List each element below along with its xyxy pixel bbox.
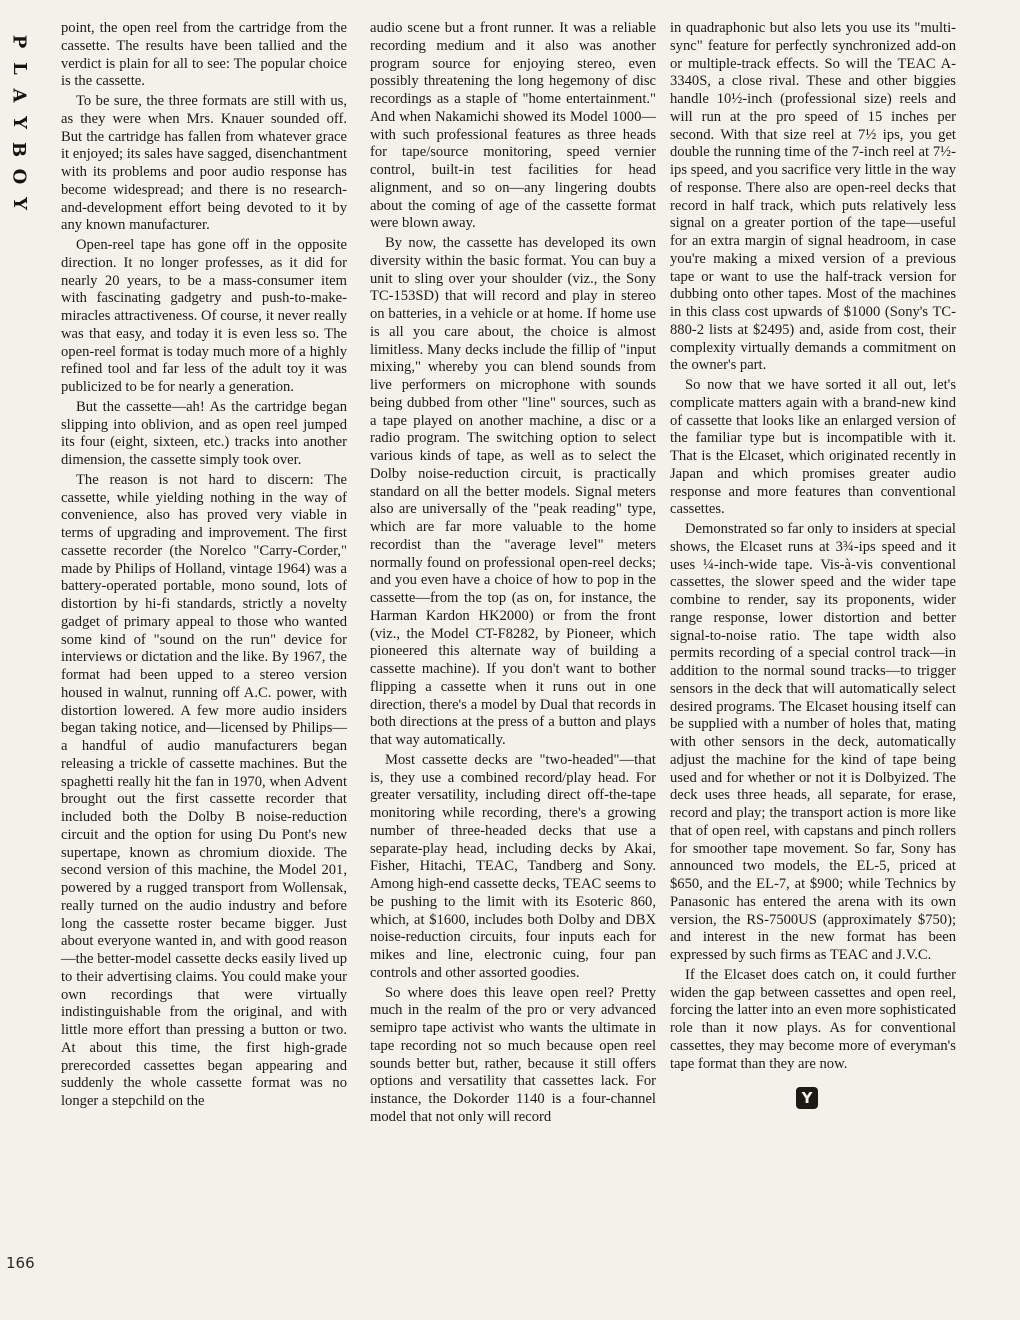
paragraph: Most cassette decks are "two-headed"—that is, they use a combined record/play head. For greater versatility, including direct off-the-tape monitoring while recording, there's a growing number of three-headed decks that use a separate-play head, including decks by Akai, Fisher, Hitachi, TEAC, Tandberg and Sony. Among high-end cassette decks, TEAC seems to be pushing to the limit with its Esoteric 860, which, at $1600, includes both Dolby and DBX noise-reduction circuits, four inputs each for mikes and line, electronic cuing, four pan controls and other assorted goodies. <box>370 751 656 981</box>
paragraph: in quadraphonic but also lets you use its "multi-sync" feature for perfectly synchronized add-on or multiple-track effects. So will the TEAC A-3340S, a close rival. These and other biggies handle 10½-inch (professional size) reels and will run at the pro speed of 15 inches per second. With that size reel at 7½ ips, you get double the running time of the 7-inch reel at 7½-ips speed, and you sacrifice very little in the way of response. There also are open-reel decks that record in half track, which puts relatively less signal on a greater portion of the tape—useful for an extra margin of signal headroom, in case you're making a mixed version of a previous tape or want to use the half-track version for dubbing onto other tapes. Most of the machines in this class cost upwards of $1000 (Sony's TC-880-2 lists at $2495) and, aside from cost, their complexity virtually demands a commitment on the owner's part. <box>670 20 956 374</box>
article-column-1 <box>61 20 347 1111</box>
sidebar-letter: Y <box>8 197 30 210</box>
paragraph: The reason is not hard to discern: The cassette, while yielding nothing in the way of convenience, also has proved very viable in terms of upgrading and improvement. The first cassette recorder (the Norelco "Carry-Corder," made by Philips of Holland, vintage 1964) was a battery-operated portable, mono sound, lots of distortion by hi-fi standards, strictly a novelty gadget of primary appeal to those who wanted some kind of "sound on the run" device for interviews or dictation and the like. By 1967, the format had been upped to a stereo version housed in walnut, running off A.C. power, with distortion lowered. A few more audio insiders began taking notice, and—licensed by Philips—a handful of audio manufacturers began releasing a trickle of cassette machines. But the spaghetti really hit the fan in 1970, when Advent brought out the first cassette recorder that included both the Dolby B noise-reduction circuit and the option for using Du Pont's new supertape, known as chromium dioxide. The second version of this machine, the Model 201, powered by a rugged transport from Wollensak, really turned on the audio industry and before long the cassette roster became bigger. Just about everyone wanted in, and with good reason—the better-model cassette decks easily lived up to their advertising claims. You could make your own recordings that were virtually indistinguishable from the original, and with little more effort than pressing a button or two. At about this time, the first high-grade prerecorded cassettes began appearing and suddenly the whole cassette format was no longer a stepchild on the <box>61 471 347 1109</box>
paragraph: If the Elcaset does catch on, it could further widen the gap between cassettes and open reel, forcing the latter into an even more sophisticated role than it now plays. As for conventional cassettes, they may become more of everyman's tape format than they are now. <box>670 966 956 1072</box>
paragraph: By now, the cassette has developed its own diversity within the basic format. You can buy a unit to sling over your shoulder (viz., the Sony TC-153SD) that will record and play in stereo on batteries, in a vehicle or at home. If home use is all you care about, the choice is almost limitless. Many decks include the fillip of "input mixing," whereby you can blend sounds from live performers on microphone with sounds being dubbed from other "line" sources, such as a tape played on another machine, a disc or a radio program. The switching option to select various kinds of tape, as well as to select the Dolby noise-reduction circuit, is practically standard on all the better models. Signal meters also are universally of the "peak reading" type, which are far more valuable to the home recordist than the "average level" meters normally found on professional open-reel decks; and you even have a choice of how to pop in the cassette—from the top (as on, for instance, the Harman Kardon HK2000) or from the front (viz., the Model CT-F8282, by Pioneer, which pioneered this alternate way of building a cassette machine). If you don't want to bother flipping a cassette when it runs out in one direction, there's a model by Dual that records in both directions at the press of a button and plays that way automatically. <box>370 235 656 748</box>
magazine-sidebar <box>8 28 30 217</box>
paragraph: point, the open reel from the cartridge from the cassette. The results have been tallied and the verdict is plain for all to see: The popular choice is the cassette. <box>61 20 347 90</box>
paragraph: So where does this leave open reel? Pretty much in the realm of the pro or very advanced semipro tape activist who wants the ultimate in tape recording not so much because open reel sounds better but, rather, because it still offers options and versatility that cassettes lack. For instance, the Dokorder 1140 is a four-channel model that not only will record <box>370 984 656 1125</box>
paragraph: Open-reel tape has gone off in the opposite direction. It no longer professes, as it did for nearly 20 years, to be a mass-consumer item with fascinating gadgetry and push-to-make-miracles attractiveness. Of course, it never really was that easy, and today it is even less so. The open-reel format is today much more of a highly refined tool and far less of the adult toy it was publicized to be for nearly a generation. <box>61 237 347 395</box>
sidebar-letter: L <box>8 62 30 75</box>
sidebar-letter: O <box>8 168 30 185</box>
sidebar-letter: B <box>8 141 30 158</box>
rabbit-head-icon: Y <box>796 1087 818 1109</box>
paragraph: Demonstrated so far only to insiders at special shows, the Elcaset runs at 3¾-ips speed and it uses ¼-inch-wide tape. Vis-à-vis conventional cassettes, the slower speed and the wider tape combine to render, say its proponents, wider range response, lower distortion and better signal-to-noise ratio. The tape width also permits recording of a special control track—in addition to the normal sound tracks—to trigger sensors in the deck that will automatically select desired programs. The Elcaset housing itself can be supplied with a number of holes that, mating with other sensors in the deck, automatically adjust the machine for the kind of tape being used and for whether or not it is Dolbyized. The deck uses three heads, all separate, for erase, record and play; the transport action is more like that of open reel, with capstans and pinch rollers for smoother tape movement. So far, Sony has announced two models, the EL-5, priced at $650, and the EL-7, at $900; while Technics by Panasonic has entered the arena with its own version, the RS-7500US (approximately $750); and interest in the new format has been expressed by such firms as TEAC and J.V.C. <box>670 521 956 963</box>
paragraph: So now that we have sorted it all out, let's complicate matters again with a brand-new kind of cassette that looks like an enlarged version of the familiar type but is incompatible with it. That is the Elcaset, which originated recently in Japan and which promises greater audio response and more features than conventional cassettes. <box>670 377 956 518</box>
article-column-3 <box>670 20 956 1109</box>
paragraph: audio scene but a front runner. It was a reliable recording medium and it also was another program source for enjoying stereo, even possibly threatening the long hegemony of disc recordings as a staple of "home entertainment." And when Nakamichi showed its Model 1000—with such professional features as three heads for tape/source monitoring, speed vernier control, built-in test facilities for head alignment, and so on—any lingering doubts about the coming of age of the cassette format were blown away. <box>370 20 656 232</box>
paragraph: But the cassette—ah! As the cartridge began slipping into oblivion, and as open reel jumped its four (eight, sixteen, etc.) tracks into another dimension, the cassette simply took over. <box>61 398 347 468</box>
page-number: 166 <box>6 1254 35 1272</box>
sidebar-letter: A <box>8 88 30 103</box>
paragraph: To be sure, the three formats are still with us, as they were when Mrs. Knauer sounded off. But the cartridge has fallen from whatever grace it enjoyed; its sales have sagged, disenchantment with its problems and poor audio response has become widespread; and there is no research-and-development effort being devoted to it by any known manufacturer. <box>61 93 347 234</box>
article-column-2 <box>370 20 656 1127</box>
sidebar-letter: P <box>8 34 30 49</box>
sidebar-letter: Y <box>8 116 30 129</box>
